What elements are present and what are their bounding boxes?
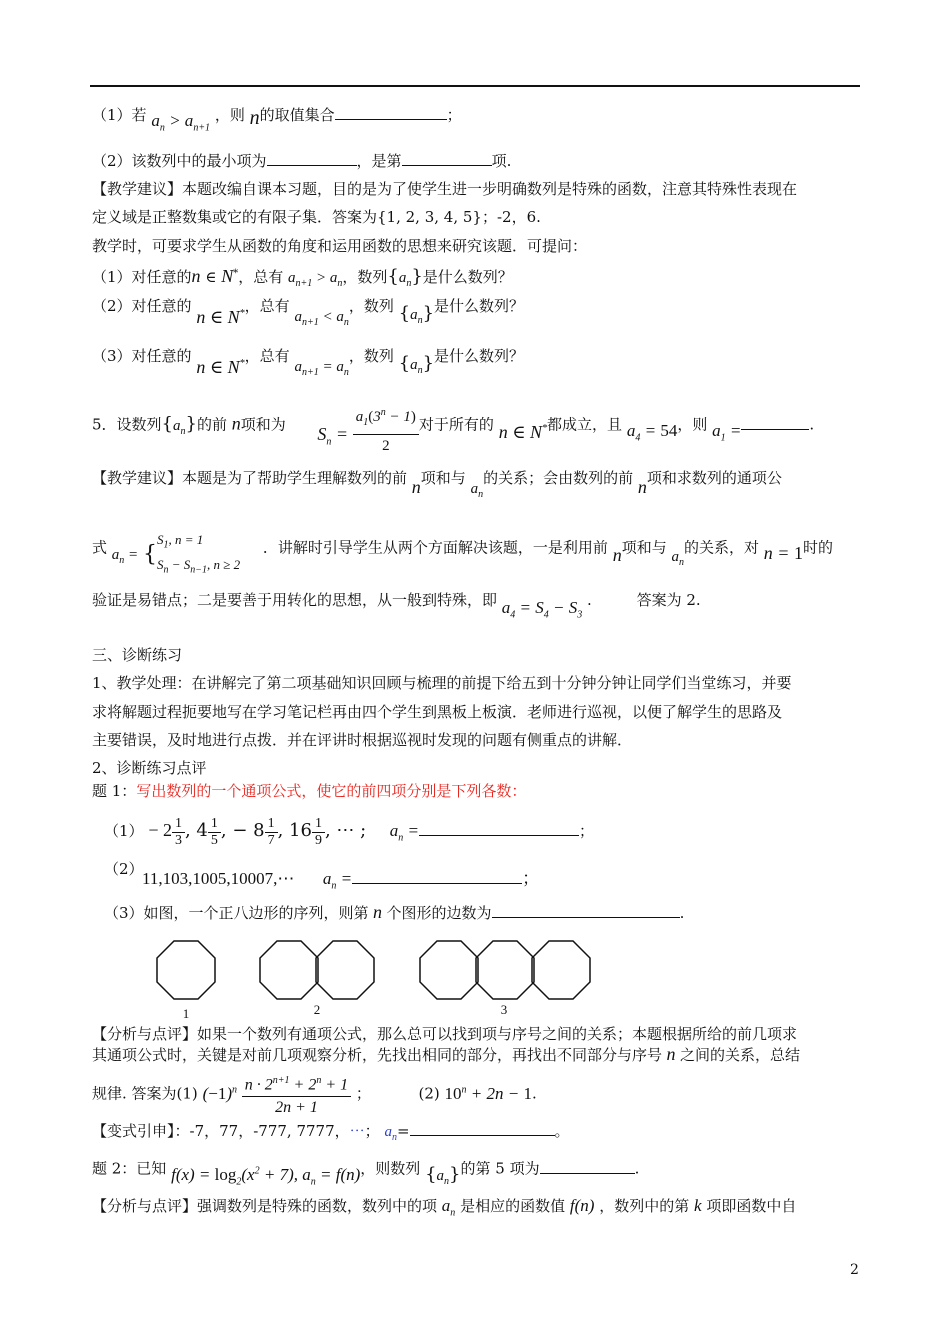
text: 的第 5 项为 (460, 1159, 540, 1178)
text: 的关系；会由数列的前 (483, 469, 634, 487)
text: ，数列 (342, 268, 388, 286)
problem-1-part-2 (104, 858, 144, 880)
answer-blank (335, 105, 447, 120)
teaching-advice-2-line3: 验证是易错点；二是要善于用转化的思想，从一般到特殊，即 $a_4 = S_4 - S_3$ . 答案为 2. (92, 591, 701, 621)
text: ，总有 (244, 297, 290, 315)
text: ，则 (214, 106, 245, 124)
text: （2）对任意的 (92, 297, 192, 315)
text: 项即函数中自 (706, 1197, 797, 1215)
ask-2: （2）对任意的 n ∈ N*，总有 $a_{n+1} < a_n$，数列 $\{a_n\}$是什么数列？ (92, 297, 525, 328)
text: 5．设数列 (92, 415, 162, 434)
text: 是相应的函数值 (460, 1197, 566, 1215)
practice-note-1: 1、教学处理：在讲解完了第二项基础知识回顾与梳理的前提下给五到十分钟分钟让同学们当堂练习，并要 (92, 674, 792, 692)
text: 【变式引申】 (92, 1122, 175, 1140)
analysis-1: 【分析与点评】如果一个数列有通项公式，那么总可以找到项与序号之间的关系；本题根据所给的前几项求 (92, 1025, 798, 1043)
text: 项和与 (420, 469, 466, 487)
teaching-advice-1-line2: 定义域是正整数集或它的有限子集．答案为{1, 2, 3, 4, 5}；-2，6. (92, 208, 541, 226)
text: ，总有 (238, 268, 284, 286)
text: 答案为 2. (636, 591, 701, 609)
text: （1）对任意的 (92, 268, 192, 286)
answer-blank (540, 1159, 635, 1174)
text: （1） (104, 822, 144, 840)
text: （3）对任意的 (92, 347, 192, 365)
octagon-shape (532, 941, 590, 999)
answer-blank (492, 903, 680, 918)
ask-3: （3）对任意的 n ∈ N*，总有 $a_{n+1} = a_n$，数列 $\{a_n\}$是什么数列？ (92, 347, 525, 378)
text: 项和求数列的通项公 (646, 469, 782, 487)
text: 是什么数列？ (434, 347, 525, 365)
sequence: 11,103,1005,10007,⋯ (142, 869, 295, 888)
problem-2: 题 2：已知 $f(x) = \log_2(x^2 + 7)$, $a_n = f(n)$，则数列 $\{a_n\}$的第 5 项为 . (92, 1159, 640, 1188)
header-rule (90, 85, 860, 87)
text: 之间的关系，总结 (680, 1046, 801, 1064)
practice-note-1-line2: 求将解题过程扼要地写在学习笔记栏再由四个学生到黑板上板演．老师进行巡视，以便了解学生的思路及 (92, 703, 783, 721)
problem-1-part-1: （1） − 2 $\frac{1}{3}$ , 4 $\frac{1}{5}$ , − 8 $\frac{1}{7}$ , 16 $\frac{1}{9}$ , ⋯ ; $a_n$ = ； (104, 815, 594, 848)
practice-note-2: 2、诊断练习点评 (92, 759, 207, 777)
octagon-shape (476, 941, 534, 999)
ellipsis: ⋯ (349, 1122, 365, 1140)
text: 项和与 (621, 538, 667, 557)
text: 是什么数列？ (422, 268, 513, 286)
answer-blank (419, 821, 579, 836)
analysis-1-line3: 规律. 答案为(1) $(-1)^n$ $\frac{n \cdot 2^{n+1} + 2^n + 1}{2n + 1}$ ； (2) $10^n + 2n - 1$. (92, 1070, 537, 1119)
text: 项和为 (240, 415, 286, 434)
text: 题 1： (92, 782, 137, 800)
text: 式 (92, 538, 108, 557)
text: ，总有 (244, 347, 290, 365)
teaching-advice-2-line2: 式 $a_n = \{S_1$, n = 1 $S_n - S_{n-1}$, n ≥ 2 ．讲解时引导学生从两个方面解决该题，一是利用前 n项和与 $a_n$的关系，对 n = 1时的 (92, 532, 833, 576)
text: 【教学建议】本题是为了帮助学生理解数列的前 (92, 469, 408, 487)
octagon-shape (260, 941, 318, 999)
problem-1-text: 写出数列的一个通项公式，使它的前四项分别是下列各数： (136, 782, 527, 800)
analysis-2: 【分析与点评】强调数列是特殊的函数，数列中的项 $a_n$ 是相应的函数值 f(n) ，数列中的第 k 项即函数中自 (92, 1196, 797, 1219)
text: 。 (554, 1122, 570, 1140)
teaching-advice-1: 【教学建议】本题改编自课本习题，目的是为了使学生进一步明确数列是特殊的函数，注意其特殊性表现在 (92, 180, 798, 198)
problem-1-heading (92, 780, 526, 802)
text: (2) (418, 1084, 440, 1103)
text: ，数列 (348, 347, 394, 365)
problem-1-part-3: （3）如图，一个正八边形的序列，则第 n 个图形的边数为 . (104, 902, 685, 922)
teaching-advice-2: 【教学建议】本题是为了帮助学生理解数列的前 n项和与 $a_n$的关系；会由数列的前 n项和求数列的通项公 (92, 469, 782, 500)
text: 规律. 答案为(1) (92, 1084, 198, 1103)
text: ，则 (677, 415, 708, 434)
practice-note-1-line3: 主要错误，及时地进行点拨．并在评讲时根据巡视时发现的问题有侧重点的讲解． (92, 731, 633, 749)
answer-blank (352, 869, 522, 884)
text: 项. (491, 152, 512, 170)
text: 都成立，且 (547, 415, 623, 434)
text: ，则数列 (360, 1159, 421, 1178)
text: ．讲解时引导学生从两个方面解决该题，一是利用前 (262, 538, 608, 557)
octagon-sequence-figure (150, 938, 600, 1023)
text: 是什么数列？ (434, 297, 525, 315)
text: 的取值集合 (259, 106, 335, 124)
text: ，数列中的第 (599, 1197, 690, 1215)
text: 时的 (802, 538, 833, 557)
figure-label: 2 (313, 1002, 321, 1017)
page-number: 2 (850, 1262, 859, 1278)
text: ； (355, 1084, 371, 1103)
answer-blank (410, 1121, 555, 1136)
variant-extension: 【变式引申】：-7，77，-777, 7777，⋯； $a_n=$ 。 (92, 1122, 570, 1143)
text: （3）如图，一个正八边形的序列，则第 (104, 904, 369, 922)
text: （2）该数列中的最小项为 (92, 152, 267, 170)
figure-label: 1 (182, 1006, 190, 1021)
section-3-heading: 三、诊断练习 (92, 646, 183, 664)
math-var: n (249, 107, 260, 129)
figure-label: 3 (500, 1002, 508, 1017)
question-2-line (92, 150, 511, 172)
text: ； (364, 1122, 380, 1140)
text: 其通项公式时，关键是对前几项观察分析，先找出相同的部分，再找出不同部分与序号 (92, 1046, 663, 1064)
answer-blank (267, 151, 357, 166)
text: 对于所有的 (418, 415, 494, 434)
text: 题 2：已知 (92, 1159, 167, 1178)
text: ，数列 (348, 297, 394, 315)
answer-blank (741, 415, 809, 430)
question-1-line: （1）若 $a_n > a_{n+1}$ ，则 n的取值集合 ； (92, 106, 462, 134)
text: （1）若 (92, 106, 147, 124)
text: 的关系，对 (684, 538, 760, 557)
octagon-shape (420, 941, 478, 999)
teaching-advice-1-line3: 教学时，可要求学生从函数的角度和运用函数的思想来研究该题．可提问： (92, 237, 588, 255)
problem-1-part-2-seq: 11,103,1005,10007,⋯ $a_n$ = ； (142, 869, 540, 892)
text: ：-7，77，-777, 7777， (174, 1122, 350, 1140)
text: 验证是易错点；二是要善于用转化的思想，从一般到特殊，即 (92, 591, 498, 609)
text: 个图形的边数为 (386, 904, 492, 922)
analysis-1-line2: 其通项公式时，关键是对前几项观察分析，先找出相同的部分，再找出不同部分与序号 n 之间的关系，总结 (92, 1044, 801, 1064)
text: （2） (104, 860, 144, 878)
text: 的前 (196, 415, 227, 434)
text: ，是第 (356, 152, 402, 170)
question-5: 5．设数列$\{a_n\}$的前 n项和为 $S_n$ = $\frac{a_1(3^n - 1)}{2}$ 对于所有的 n ∈ N*都成立，且 $a_4 = 54$，则 $a_1$ = . (92, 398, 814, 453)
text: 【分析与点评】强调数列是特殊的函数，数列中的项 (92, 1197, 438, 1215)
octagon-shape (316, 941, 374, 999)
octagon-shape (157, 941, 215, 999)
text: ； (446, 106, 462, 124)
ask-1: （1）对任意的n ∈ N*，总有 $a_{n+1} > a_n$，数列$\{a_n\}$是什么数列？ (92, 266, 513, 289)
answer-blank (402, 151, 492, 166)
